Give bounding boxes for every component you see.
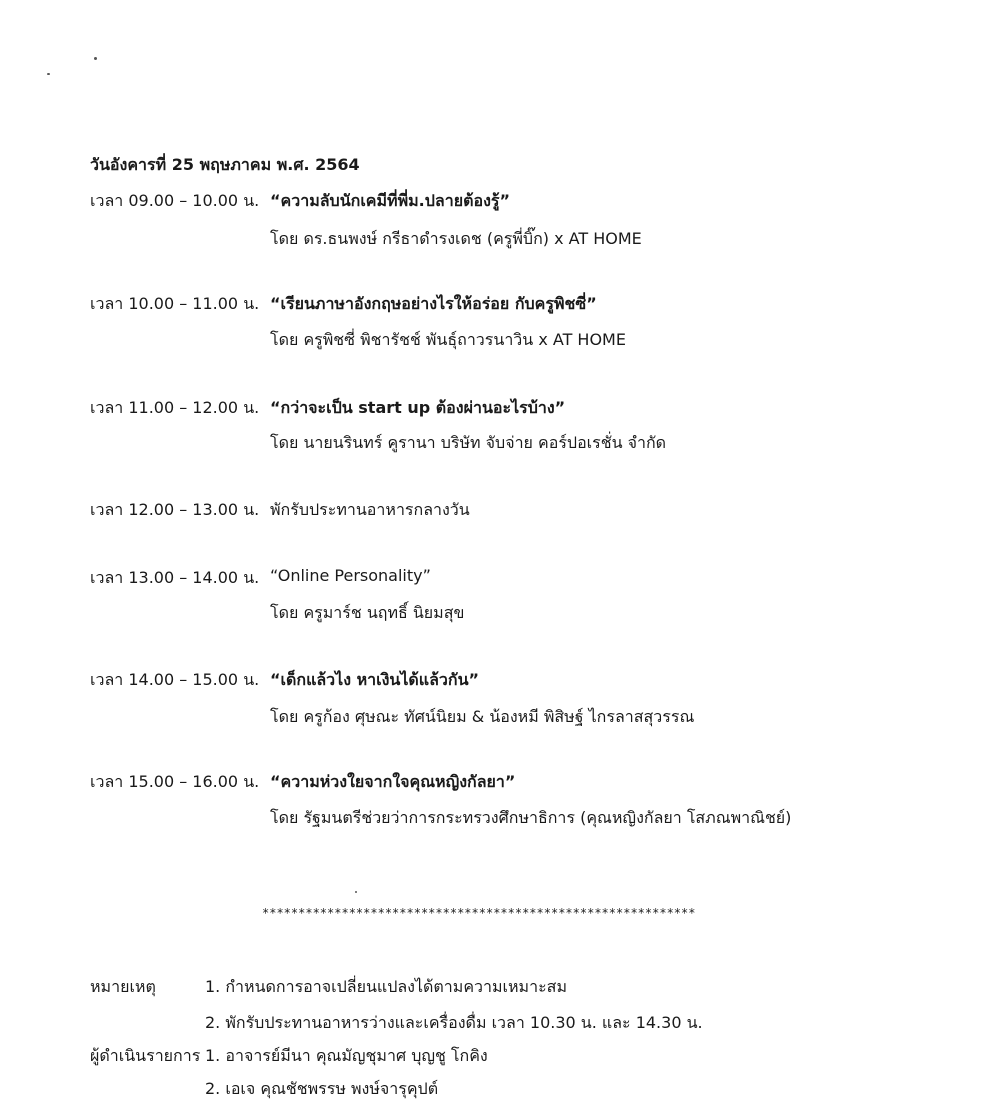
slot-speaker: โดย นายนรินทร์ คูรานา บริษัท จับจ่าย คอร์ปอเรชั่น จำกัด — [270, 433, 667, 452]
slot-time: เวลา 10.00 – 11.00 น. — [90, 294, 260, 313]
slot-title: “กว่าจะเป็น start up ต้องผ่านอะไรบ้าง” — [270, 398, 566, 417]
note-item: 2. พักรับประทานอาหารว่างและเครื่องดื่ม เวลา 10.30 น. และ 14.30 น. — [205, 1013, 703, 1032]
slot-speaker: โดย รัฐมนตรีช่วยว่าการกระทรวงศึกษาธิการ (คุณหญิงกัลยา โสภณพาณิชย์) — [270, 808, 792, 827]
slot-time: เวลา 14.00 – 15.00 น. — [90, 670, 260, 689]
slot-speaker: โดย ดร.ธนพงษ์ กรีธาดำรงเดช (ครูพี่บิ๊ก) x AT HOME — [270, 229, 642, 248]
scan-speck — [94, 57, 97, 60]
slot-time: เวลา 15.00 – 16.00 น. — [90, 772, 260, 791]
scan-speck — [355, 891, 357, 893]
slot-time: เวลา 13.00 – 14.00 น. — [90, 568, 260, 587]
host-item: 1. อาจารย์มีนา คุณมัญชุมาศ บุญชู โกคิง — [205, 1046, 488, 1065]
schedule-date: วันอังคารที่ 25 พฤษภาคม พ.ศ. 2564 — [90, 155, 360, 174]
notes-label: หมายเหตุ — [90, 977, 156, 996]
slot-speaker: โดย ครูก้อง ศุษณะ ทัศน์นิยม & น้องหมี พิสิษฐ์ ไกรลาสสุวรรณ — [270, 707, 695, 726]
note-item: 1. กำหนดการอาจเปลี่ยนแปลงได้ตามความเหมาะสม — [205, 977, 567, 996]
slot-speaker: โดย ครูมาร์ช นฤทธิ์ นิยมสุข — [270, 603, 465, 622]
slot-title: พักรับประทานอาหารกลางวัน — [270, 500, 470, 519]
slot-time: เวลา 09.00 – 10.00 น. — [90, 191, 260, 210]
scan-speck — [47, 73, 50, 75]
hosts-label: ผู้ดำเนินรายการ — [90, 1046, 201, 1065]
slot-title: “เด็กแล้วไง หาเงินได้แล้วกัน” — [270, 670, 480, 689]
slot-title: “ความห่วงใยจากใจคุณหญิงกัลยา” — [270, 772, 516, 791]
slot-title: “Online Personality” — [270, 566, 431, 585]
separator-line: ************************************************************ — [262, 906, 696, 920]
host-item: 2. เอเจ คุณชัชพรรษ พงษ์จารุคุปต์ — [205, 1079, 439, 1098]
slot-time: เวลา 12.00 – 13.00 น. — [90, 500, 260, 519]
slot-speaker: โดย ครูพิชซี่ พิชารัชช์ พันธุ์ถาวรนาวิน x AT HOME — [270, 330, 626, 349]
slot-time: เวลา 11.00 – 12.00 น. — [90, 398, 260, 417]
slot-title: “เรียนภาษาอังกฤษอย่างไรให้อร่อย กับครูพิชซี่” — [270, 294, 597, 313]
slot-title: “ความลับนักเคมีที่พี่ม.ปลายต้องรู้” — [270, 191, 510, 210]
